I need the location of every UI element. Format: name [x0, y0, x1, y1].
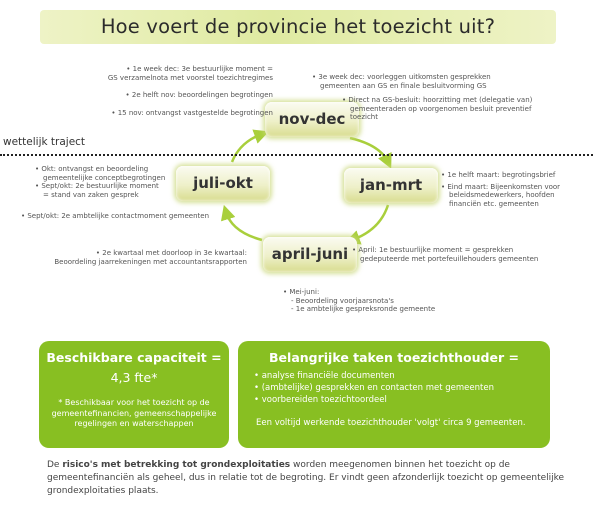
note-text: 15 nov: ontvangst vastgestelde begrotingen — [117, 108, 273, 117]
note-juli-okt-ambtelijk — [21, 212, 221, 221]
note-text: Direct na GS-besluit: hoorzitting met (delegatie van) — [348, 96, 533, 105]
note-text: Beoordeling jaarrekeningen met accountantsrapporten — [54, 257, 247, 266]
tasks-note: Een voltijd werkende toezichthouder 'volgt' circa 9 gemeenten. — [256, 418, 526, 428]
capacity-footnote: * Beschikbaar voor het toezicht op de gemeentefinancien, gemeenschappelijke regelingen en waterschappen — [51, 398, 217, 428]
notes-april-below — [283, 288, 463, 314]
arrow-novdec-to-janmrt — [350, 138, 388, 162]
footer-bold: risico's met betrekking tot grondexploitaties — [62, 460, 291, 470]
note-text: Eind maart: Bijeenkomsten voor — [447, 182, 561, 191]
arrow-juliokt-to-novdec — [232, 134, 262, 162]
task-item-text: analyse financiële documenten — [261, 371, 395, 381]
note-bullet-icon: • — [125, 91, 132, 100]
note-text: 3e week dec: voorleggen uitkomsten gesprekken — [318, 73, 491, 81]
capacity-box — [39, 341, 229, 448]
notes-nov-dec-right — [312, 73, 542, 122]
task-item — [254, 394, 550, 406]
notes-juli-okt — [5, 165, 170, 199]
notes-april-right — [352, 246, 552, 263]
legal-track-line — [0, 154, 593, 156]
tasks-title: Belangrijke taken toezichthouder = — [269, 350, 519, 365]
arrow-janmrt-to-apriljuni — [352, 205, 388, 240]
note-text: Mei-juni: — [289, 288, 320, 296]
note-bullet-icon: • — [352, 246, 359, 254]
page-title: Hoe voert de provincie het toezicht uit? — [40, 10, 556, 44]
legal-track-label: wettelijk traject — [3, 136, 86, 148]
note-text: gemeenteraden op voorgenomen besluit preventief toezicht — [350, 104, 532, 122]
note-text: GS verzamelnota met voorstel toezichtregimes — [107, 73, 273, 82]
note-bullet-icon: • — [126, 65, 133, 73]
task-item — [254, 382, 550, 394]
bullet-icon: • — [254, 395, 262, 405]
note-text: - Beoordeling voorjaarsnota's — [291, 296, 394, 305]
note-bullet-icon: • — [21, 212, 28, 220]
task-item — [254, 370, 550, 382]
note-text: - 1e ambtelijke gespreksronde gemeente — [291, 305, 436, 314]
task-item-text: (ambtelijke) gesprekken en contacten met gemeenten — [261, 383, 494, 393]
note-text: Sept/okt: 2e ambtelijke contactmoment gemeenten — [27, 212, 210, 220]
note-bullet-icon: • — [342, 96, 349, 105]
notes-jan-mrt — [441, 171, 586, 208]
footer-text — [47, 459, 567, 498]
footer-part1: De — [47, 460, 63, 470]
note-bullet-icon: • — [35, 165, 42, 173]
note-bullet-icon: • — [312, 73, 319, 81]
note-bullet-icon: • — [95, 249, 103, 257]
note-text: = stand van zaken gesprek — [43, 190, 139, 199]
bullet-icon: • — [254, 383, 262, 393]
note-text: gemeenten aan GS en finale besluitvorming GS — [320, 81, 487, 90]
note-text: 2e kwartaal met doorloop in 3e kwartaal: — [102, 249, 247, 257]
bullet-icon: • — [254, 371, 262, 381]
note-bullet-icon: • — [441, 171, 448, 179]
note-bullet-icon: • — [441, 182, 448, 191]
note-text: 1e helft maart: begrotingsbrief — [447, 171, 556, 179]
note-text: 2e helft nov: beoordelingen begrotingen — [131, 91, 273, 100]
capacity-value: 4,3 fte* — [110, 370, 158, 385]
note-text: Okt: ontvangst en beoordeling — [41, 165, 149, 173]
capacity-title: Beschikbare capaciteit = — [46, 350, 222, 365]
note-text: Sept/okt: 2e bestuurlijke moment — [41, 182, 159, 191]
tasks-box — [238, 341, 550, 448]
notes-nov-dec-left — [105, 65, 273, 117]
note-bullet-icon: • — [35, 182, 42, 191]
note-text: gedeputeerde met portefeuillehouders gemeenten — [360, 254, 539, 263]
note-text: 1e week dec: 3e bestuurlijke moment = — [132, 65, 273, 73]
task-item-text: voorbereiden toezichtoordeel — [261, 395, 387, 405]
phase-juli-okt: juli-okt — [176, 166, 270, 201]
notes-april-left — [40, 249, 247, 266]
note-bullet-icon: • — [283, 288, 290, 296]
note-text: April: 1e bestuurlijke moment = gesprekken — [358, 246, 514, 254]
phase-jan-mrt: jan-mrt — [344, 168, 438, 203]
phase-nov-dec: nov-dec — [265, 102, 359, 137]
note-text: beleidsmedewerkers, hoofden — [449, 191, 555, 200]
note-bullet-icon: • — [111, 108, 118, 117]
arrow-apriljuni-to-juliokt — [226, 212, 262, 240]
footer-part2: worden meegenomen binnen het toezicht op de gemeentefinanciën als geheel, dus in relatie tot de begroting. Er vindt geen afzonderlijk toezicht op gemeentelijke grondexploitaties plaats. — [47, 460, 565, 496]
phase-april-juni: april-juni — [263, 237, 357, 272]
note-text: financiën etc. gemeenten — [449, 199, 539, 208]
note-text: gemeentelijke conceptbegrotingen — [43, 173, 166, 182]
tasks-list — [254, 370, 550, 406]
